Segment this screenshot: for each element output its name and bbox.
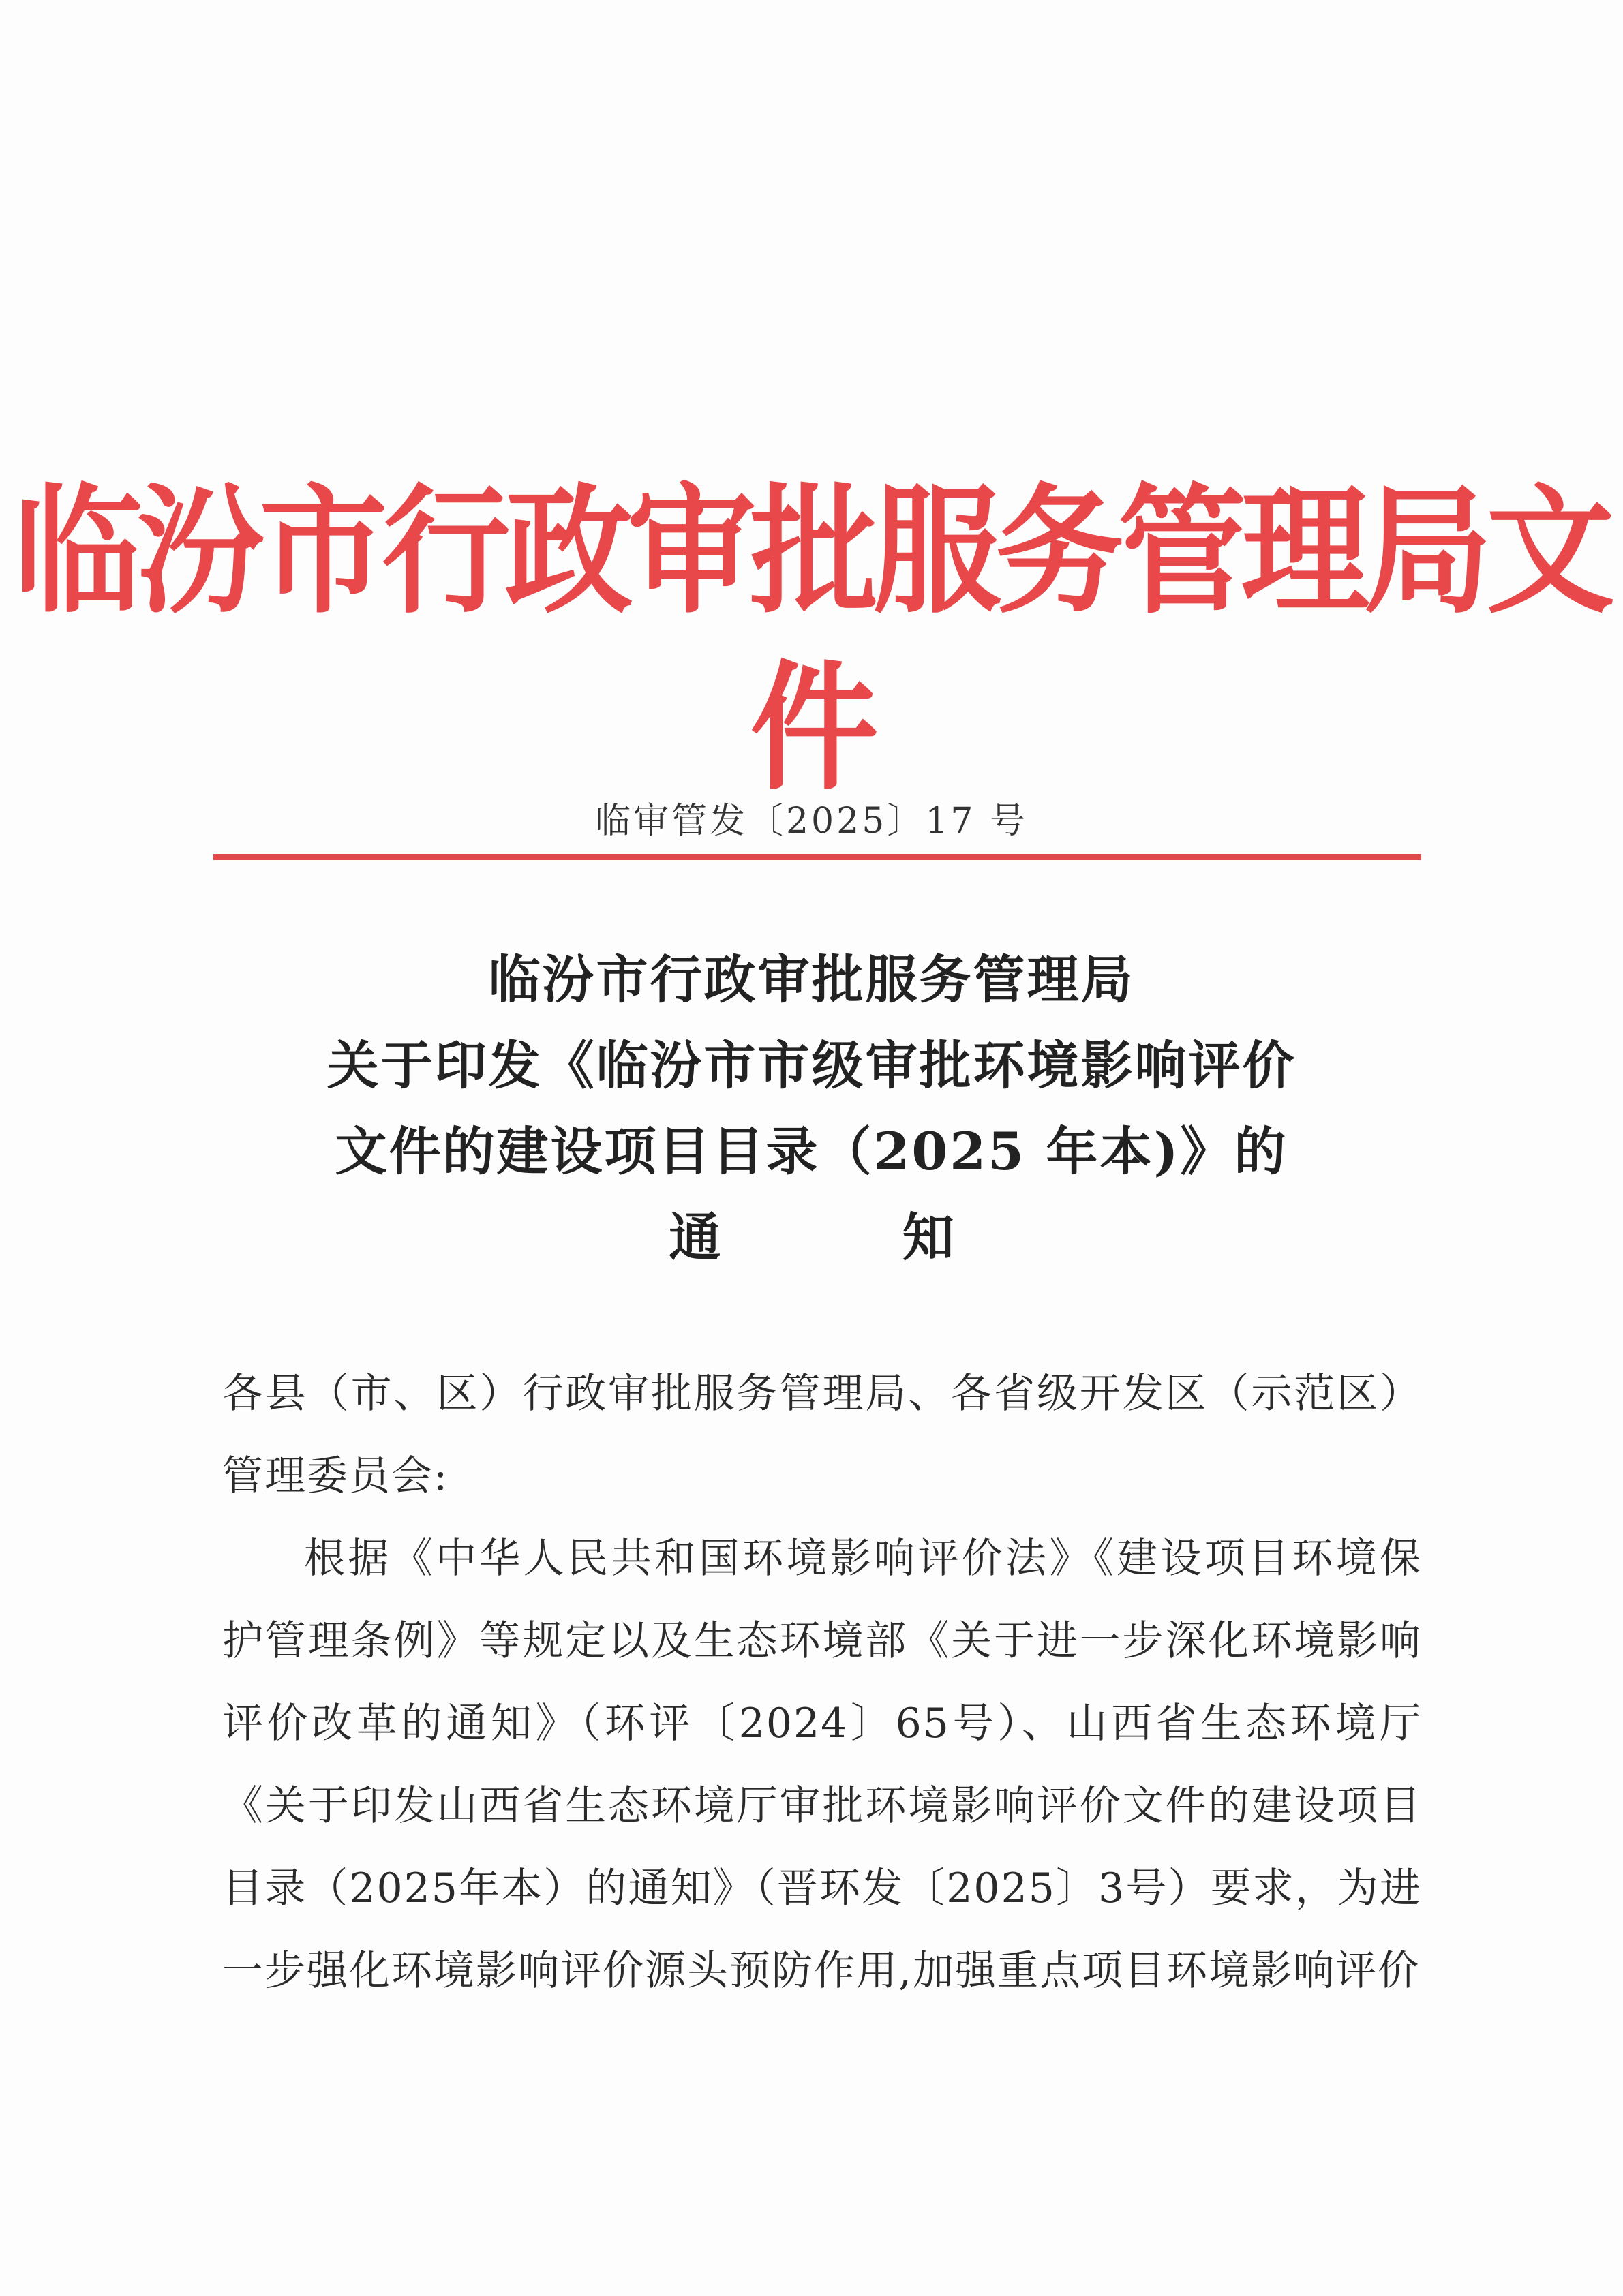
- document-body: [222, 1353, 1422, 2012]
- masthead-title: 临汾市行政审批服务管理局文件: [14, 471, 1609, 810]
- document-number: 临审管发〔2025〕17 号: [594, 801, 1029, 842]
- body-paragraph: 根据《中华人民共和国环境影响评价法》《建设项目环境保护管理条例》等规定以及生态环境部《关于进一步深化环境影响评价改革的通知》（环评〔2024〕65号）、山西省生态环境厅《关于印发山西省生态环境厅审批环境影响评价文件的建设项目目录（2025年本）的通知》（晋环发〔2025〕3号）要求，为进一步强化环境影响评价源头预防作用,加强重点项目环境影响评价: [222, 1535, 1422, 1995]
- addressee: 各县（市、区）行政审批服务管理局、各省级开发区（示范区）管理委员会:: [222, 1370, 1422, 1500]
- title-line-3: 文件的建设项目目录（2025 年本)》的: [335, 1121, 1288, 1182]
- title-line-2: 关于印发《临汾市市级审批环境影响评价: [327, 1035, 1296, 1096]
- document-title: [0, 937, 1623, 1281]
- red-divider-line: [213, 854, 1421, 860]
- title-line-4: 通 知: [669, 1207, 1036, 1268]
- title-line-1: 临汾市行政审批服务管理局: [488, 949, 1135, 1010]
